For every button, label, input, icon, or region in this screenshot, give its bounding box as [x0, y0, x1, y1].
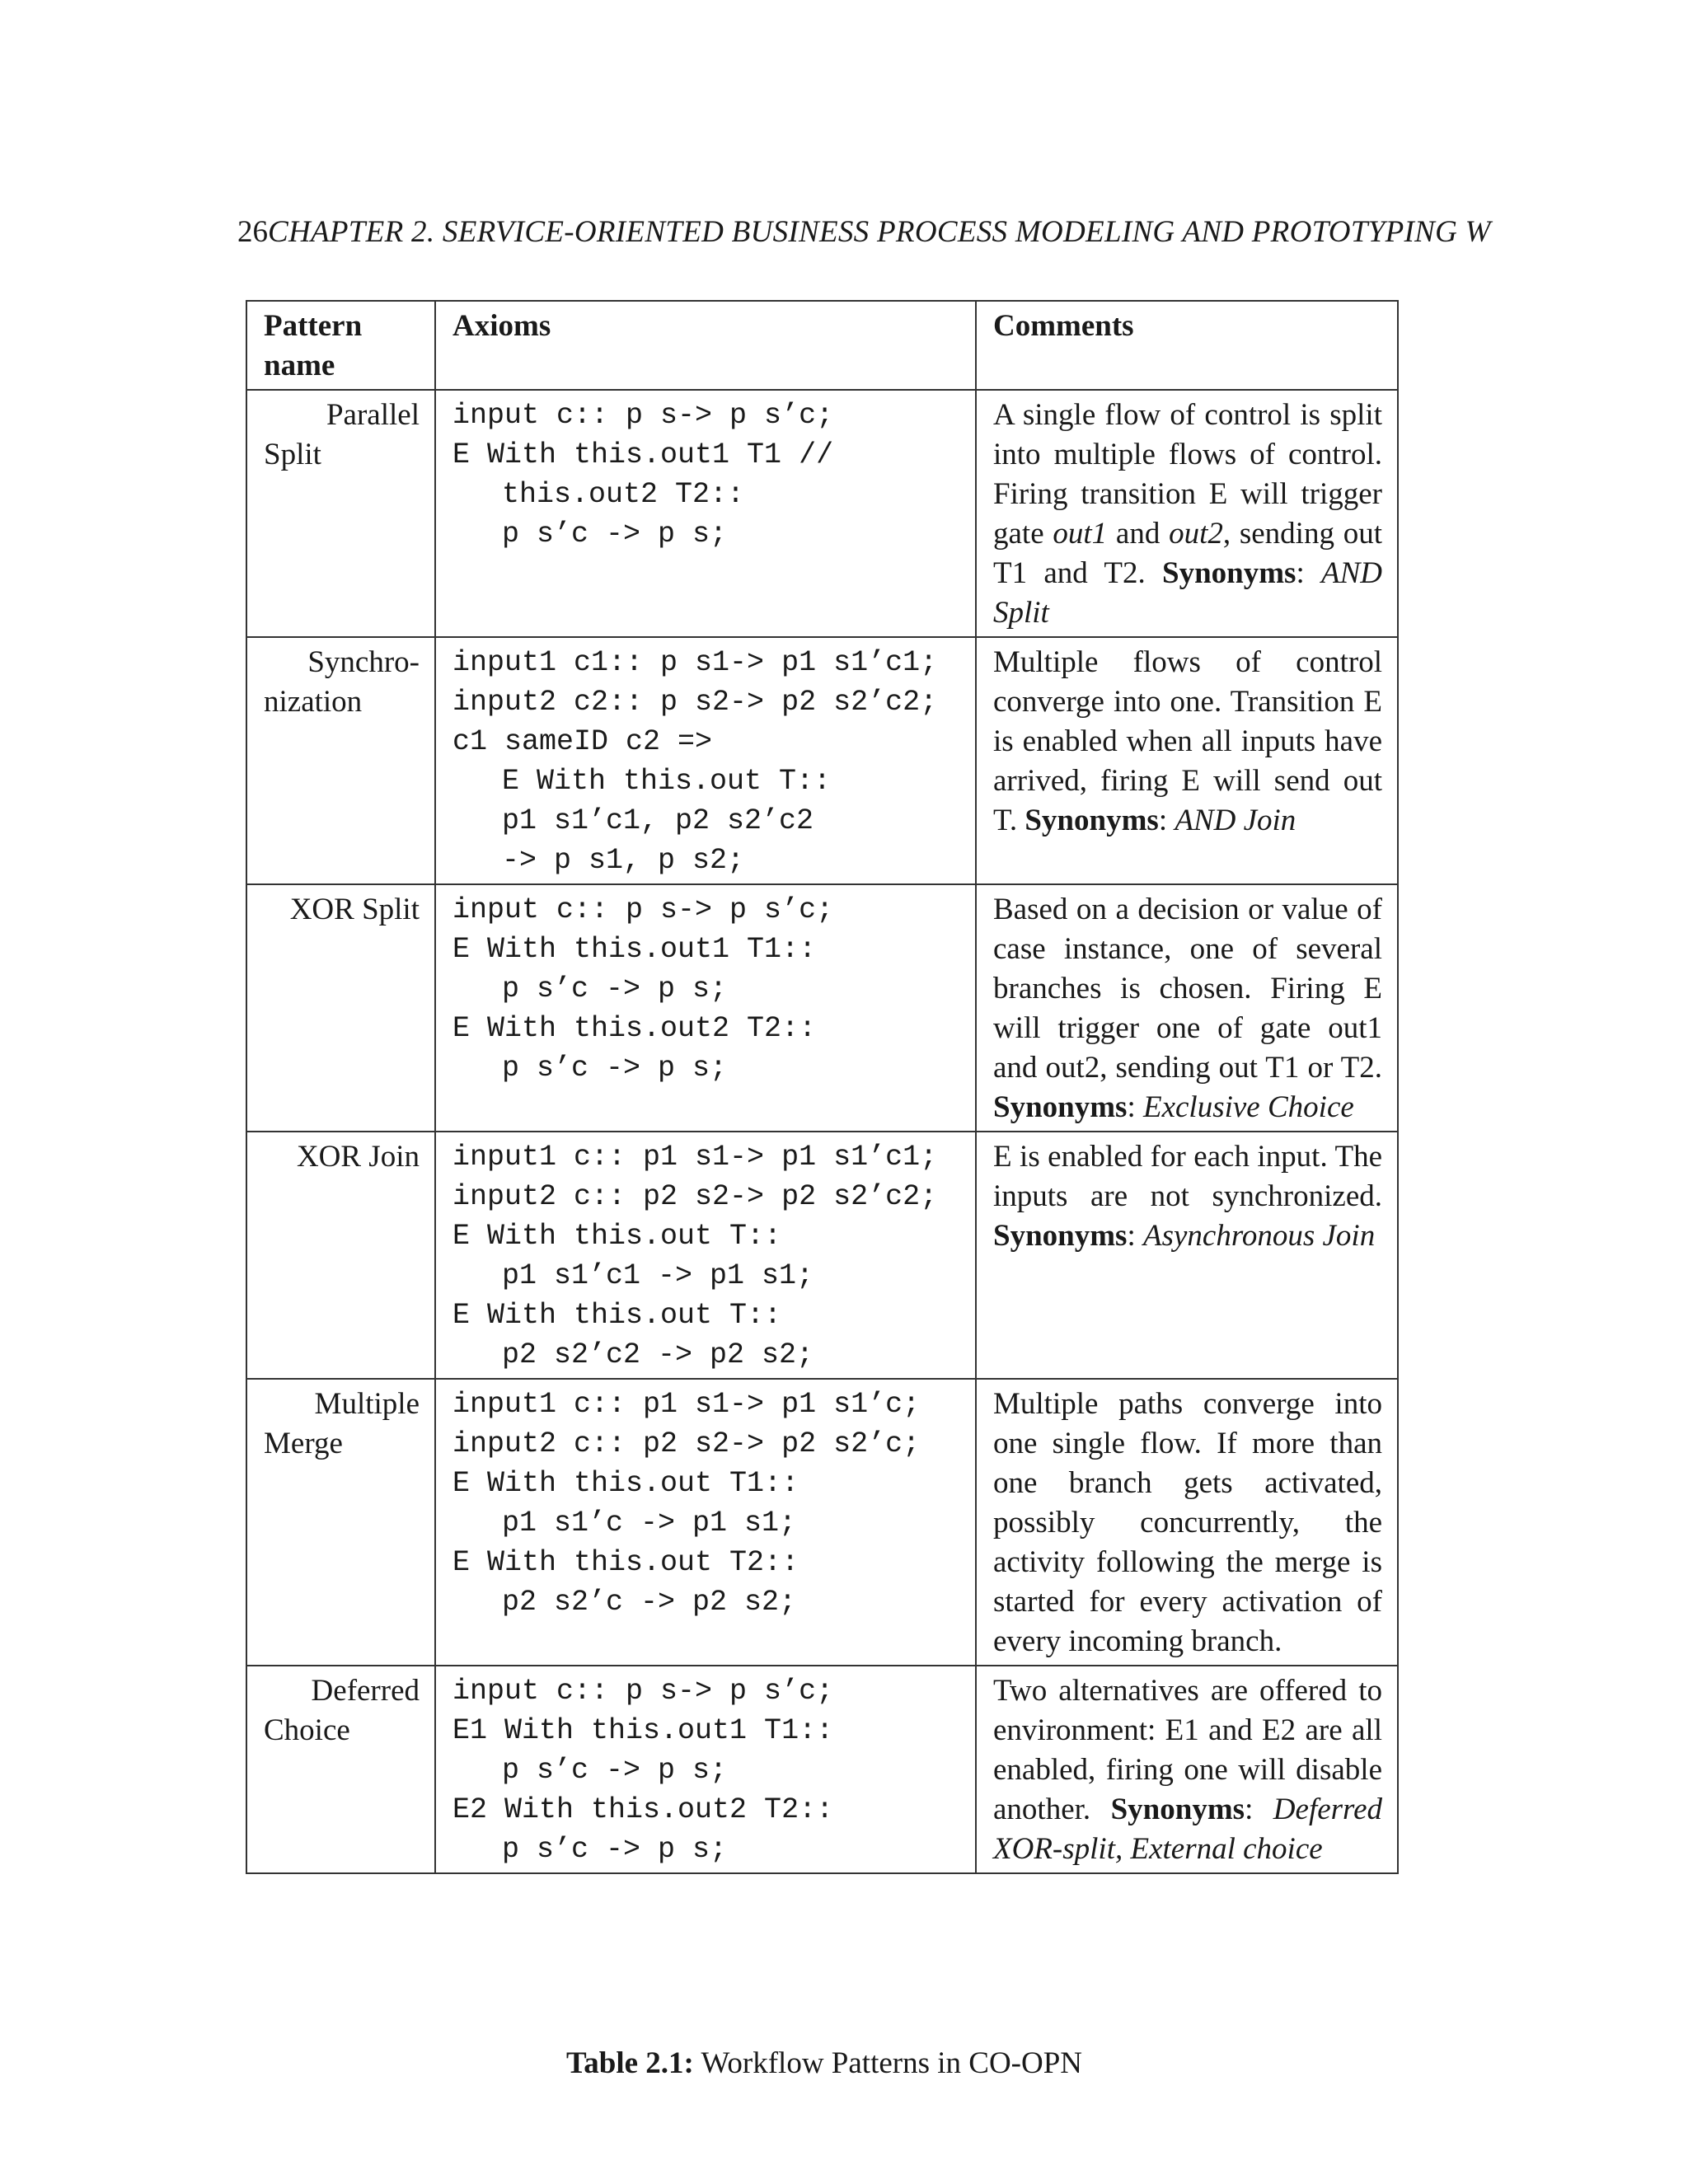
axiom-line: p s’c -> p s;	[502, 518, 728, 551]
comment-text: Multiple flows of control converge into one. Transition E is enabled when all inputs have arrived, firing E will send out T.	[993, 645, 1382, 837]
axiom-line: c1 sameID c2 =>	[452, 725, 713, 758]
synonyms-value: AND Join	[1175, 804, 1296, 837]
comment-cell	[976, 390, 1398, 637]
table-caption	[0, 2044, 1648, 2083]
axiom-line: p s’c -> p s;	[502, 972, 728, 1005]
comment-cell	[976, 1379, 1398, 1666]
table-row	[246, 1132, 1398, 1379]
pattern-name-cell	[246, 637, 435, 884]
comment-text: , sending out T1 and T2.	[993, 517, 1382, 590]
header-pattern-name: Pattern name	[246, 301, 435, 390]
axiom-line: p s’c -> p s;	[502, 1052, 728, 1085]
axiom-line: input1 c:: p1 s1-> p1 s1’c;	[452, 1388, 921, 1421]
axiom-line: input1 c1:: p s1-> p1 s1’c1;	[452, 646, 938, 679]
synonyms-separator: :	[1245, 1793, 1273, 1826]
comment-text: and	[1107, 517, 1170, 551]
synonyms-separator: :	[1158, 804, 1175, 837]
workflow-patterns-table	[246, 300, 1399, 1874]
chapter-title: CHAPTER 2. SERVICE-ORIENTED BUSINESS PROCESS MODELING AND PROTOTYPING W	[268, 215, 1491, 249]
pattern-name-cell	[246, 1379, 435, 1666]
comment-text: Two alternatives are offered to environment: E1 and E2 are all enabled, firing one will disable another.	[993, 1674, 1382, 1826]
pattern-name-line: nization	[264, 685, 363, 719]
table-header-row	[246, 301, 1398, 390]
axiom-line: input2 c:: p2 s2-> p2 s2’c2;	[452, 1180, 938, 1213]
axiom-line: E With this.out T2::	[452, 1546, 799, 1579]
running-head	[237, 213, 1688, 252]
pattern-name-cell	[246, 884, 435, 1132]
axiom-line: input c:: p s-> p s’c;	[452, 1675, 834, 1708]
synonyms-separator: :	[1296, 556, 1321, 590]
pattern-name-line: Deferred	[311, 1674, 420, 1708]
pattern-name-line: Parallel	[326, 398, 420, 432]
table-row	[246, 637, 1398, 884]
axiom-line: p s’c -> p s;	[502, 1833, 728, 1866]
comment-text: Multiple paths converge into one single flow. If more than one branch gets activated, possibly concurrently, the activity following the merge is started for every activation of every incoming branch.	[993, 1387, 1382, 1658]
comment-emphasis: out1	[1053, 517, 1108, 551]
axiom-line: p1 s1’c1, p2 s2’c2	[502, 804, 814, 837]
header-comments: Comments	[976, 301, 1398, 390]
comment-cell	[976, 884, 1398, 1132]
axiom-line: E With this.out T::	[502, 765, 832, 798]
axioms-cell	[435, 1132, 976, 1379]
axiom-line: input2 c2:: p s2-> p2 s2’c2;	[452, 686, 938, 719]
axiom-line: input2 c:: p2 s2-> p2 s2’c;	[452, 1427, 921, 1460]
axioms-cell	[435, 1666, 976, 1873]
synonyms-value: Asynchronous Join	[1142, 1219, 1376, 1253]
comment-text: Based on a decision or value of case instance, one of several branches is chosen. Firing E will trigger one of gate out1 and out2, sending out T1 or T2.	[993, 893, 1382, 1085]
synonyms-value: Deferred XOR-split, External choice	[993, 1793, 1382, 1866]
axioms-cell	[435, 390, 976, 637]
comment-emphasis: out2	[1169, 517, 1223, 551]
caption-text: Workflow Patterns in CO-OPN	[693, 2046, 1083, 2080]
comment-cell	[976, 1666, 1398, 1873]
axiom-line: -> p s1, p s2;	[502, 844, 745, 877]
axioms-cell	[435, 1379, 976, 1666]
synonyms-label: Synonyms	[993, 1090, 1128, 1124]
comment-cell	[976, 1132, 1398, 1379]
synonyms-value: AND Split	[993, 556, 1382, 630]
page-number: 26	[237, 215, 268, 249]
synonyms-label: Synonyms	[1162, 556, 1296, 590]
pattern-name-cell	[246, 1666, 435, 1873]
table-row	[246, 884, 1398, 1132]
header-axioms: Axioms	[435, 301, 976, 390]
table-row	[246, 1666, 1398, 1873]
axiom-line: p s’c -> p s;	[502, 1754, 728, 1787]
axiom-line: p1 s1’c -> p1 s1;	[502, 1507, 797, 1540]
axiom-line: p2 s2’c -> p2 s2;	[502, 1586, 797, 1619]
synonyms-value: Exclusive Choice	[1142, 1090, 1354, 1124]
axiom-line: E With this.out2 T2::	[452, 1012, 817, 1045]
synonyms-label: Synonyms	[1025, 804, 1159, 837]
comment-cell	[976, 637, 1398, 884]
table-row	[246, 390, 1398, 637]
pattern-name-line: Choice	[264, 1713, 350, 1747]
axioms-cell	[435, 637, 976, 884]
pattern-name-line: Merge	[264, 1427, 343, 1460]
pattern-name-line: Multiple	[314, 1387, 420, 1421]
axiom-line: E With this.out T1::	[452, 1467, 799, 1500]
synonyms-label: Synonyms	[1110, 1793, 1245, 1826]
caption-label: Table 2.1:	[565, 2046, 694, 2080]
axiom-line: E With this.out1 T1 //	[452, 438, 834, 471]
pattern-name-line: XOR Split	[289, 893, 420, 926]
axioms-cell	[435, 884, 976, 1132]
axiom-line: input c:: p s-> p s’c;	[452, 399, 834, 432]
axiom-line: E With this.out T::	[452, 1299, 782, 1332]
pattern-name-cell	[246, 390, 435, 637]
axiom-line: E2 With this.out2 T2::	[452, 1793, 834, 1826]
axiom-line: p2 s2’c2 -> p2 s2;	[502, 1338, 814, 1371]
axiom-line: this.out2 T2::	[502, 478, 745, 511]
synonyms-separator: :	[1127, 1090, 1143, 1124]
table-row	[246, 1379, 1398, 1666]
comment-text: A single flow of control is split into multiple flows of control. Firing transition E will trigger gate	[993, 398, 1382, 551]
pattern-name-cell	[246, 1132, 435, 1379]
axiom-line: input c:: p s-> p s’c;	[452, 893, 834, 926]
axiom-line: E With this.out T::	[452, 1220, 782, 1253]
pattern-name-line: XOR Join	[296, 1140, 420, 1174]
pattern-name-line: Split	[264, 438, 321, 471]
axiom-line: E With this.out1 T1::	[452, 933, 817, 966]
comment-text: E is enabled for each input. The inputs are not synchronized.	[993, 1140, 1382, 1213]
axiom-line: E1 With this.out1 T1::	[452, 1714, 834, 1747]
synonyms-separator: :	[1127, 1219, 1143, 1253]
synonyms-label: Synonyms	[993, 1219, 1128, 1253]
axiom-line: input1 c:: p1 s1-> p1 s1’c1;	[452, 1141, 938, 1174]
pattern-name-line: Synchro-	[307, 645, 420, 679]
axiom-line: p1 s1’c1 -> p1 s1;	[502, 1259, 814, 1292]
